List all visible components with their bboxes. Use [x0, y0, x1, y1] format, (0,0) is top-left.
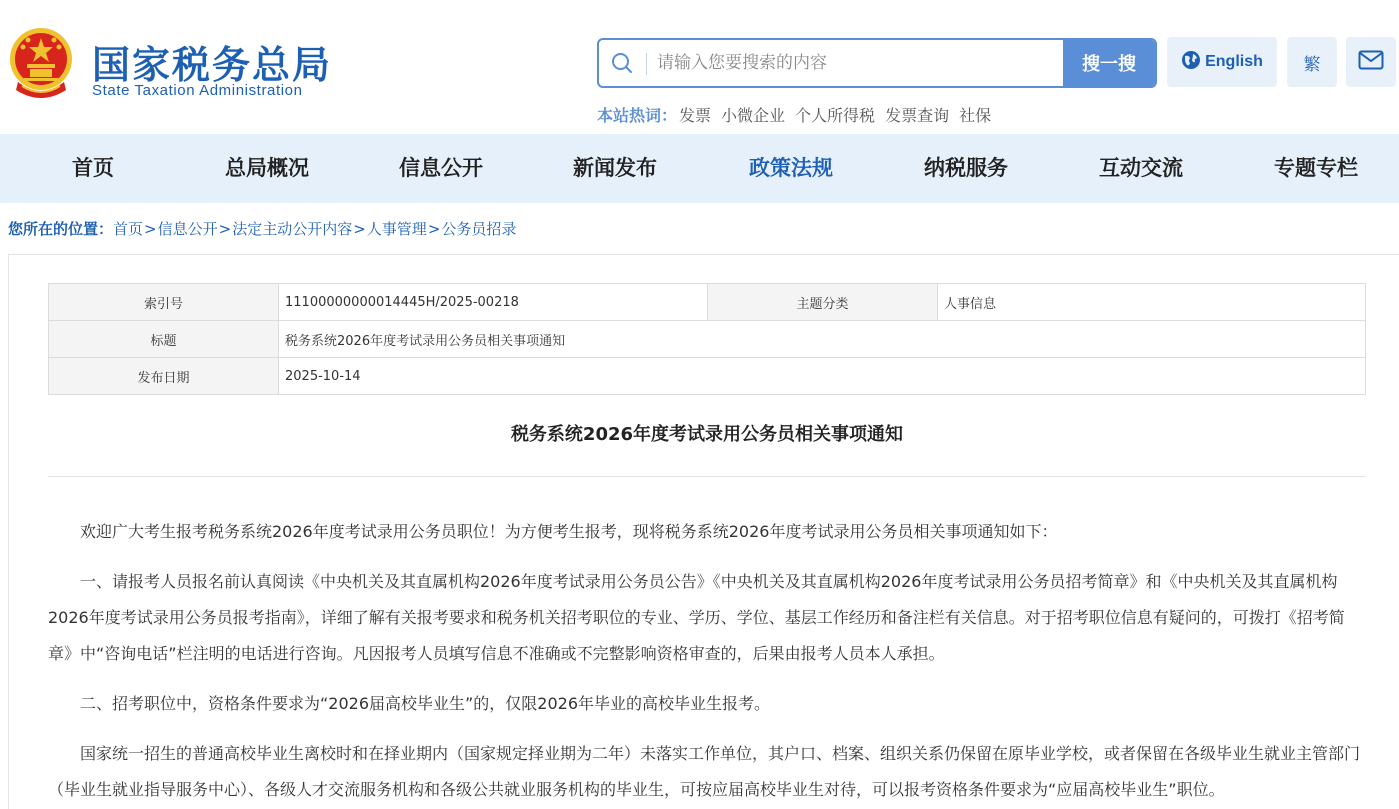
hotword-link[interactable]: 发票: [679, 106, 712, 125]
site-header: [0, 0, 1399, 134]
article-paragraph: 欢迎广大考生报考税务系统2026年度考试录用公务员职位！为方便考生报考，现将税务系统2026年度考试录用公务员相关事项通知如下：: [80, 522, 1058, 541]
article-title: 税务系统2026年度考试录用公务员相关事项通知: [510, 424, 904, 445]
mail-icon: [1358, 50, 1384, 74]
meta-date-label: 发布日期: [49, 358, 279, 395]
table-row: [49, 284, 1366, 321]
hotword-link[interactable]: 小微企业: [721, 106, 786, 125]
nav-item-topics[interactable]: 专题专栏: [1274, 156, 1358, 180]
mail-button[interactable]: [1346, 37, 1396, 87]
nav-item-overview[interactable]: 总局概况: [225, 156, 309, 180]
breadcrumb-link[interactable]: 公务员招录: [441, 220, 517, 238]
search-divider: [646, 53, 647, 75]
main-nav: [0, 134, 1399, 203]
nav-item-policy[interactable]: 政策法规: [749, 156, 833, 180]
article-paragraph: 一、请报考人员报名前认真阅读《中央机关及其直属机构2026年度考试录用公务员公告》《中央机关及其直属机构2026年度考试录用公务员招考简章》和《中央机关及其直属机构2026年度考试录用公务员报考指南》，详细了解有关报考要求和税务机关招考职位的专业、学历、学位、基层工作经历和备注栏有关信息。对于招考职位信息有疑问的，可拨打《招考简章》中“咨询电话”栏注明的电话进行咨询。凡因报考人员填写信息不准确或不完整影响资格审查的，后果由报考人员本人承担。: [48, 572, 1345, 663]
traditional-chinese-button[interactable]: 繁: [1287, 37, 1337, 87]
english-label: English: [1205, 53, 1263, 70]
breadcrumb-separator: >: [427, 219, 441, 238]
article-paragraph: 二、招考职位中，资格条件要求为“2026届高校毕业生”的，仅限2026年毕业的高校毕业生报考。: [80, 694, 771, 713]
search-icon: [611, 52, 633, 74]
english-button[interactable]: [1167, 37, 1277, 87]
meta-date-value: 2025-10-14: [279, 358, 1366, 395]
title-divider: [48, 476, 1366, 477]
article-paragraph: 国家统一招生的普通高校毕业生离校时和在择业期内（国家规定择业期为二年）未落实工作单位，其户口、档案、组织关系仍保留在原毕业学校，或者保留在各级毕业生就业主管部门（毕业生就业指导服务中心）、各级人才交流服务机构和各级公共就业服务机构的毕业生，可按应届高校毕业生对待，可以报考资格条件要求为“应届高校毕业生”职位。: [48, 744, 1361, 799]
meta-index-label: 索引号: [49, 284, 279, 321]
hotword-link[interactable]: 社保: [959, 106, 992, 125]
search-button[interactable]: 搜一搜: [1063, 40, 1155, 86]
site-subtitle: State Taxation Administration: [92, 82, 303, 99]
hotword-link[interactable]: 个人所得税: [795, 106, 876, 125]
breadcrumb-separator: >: [353, 219, 366, 238]
hotword-link[interactable]: 发票查询: [885, 106, 950, 125]
national-emblem-icon[interactable]: [8, 26, 74, 98]
nav-item-interaction[interactable]: 互动交流: [1099, 156, 1183, 180]
search-box: [597, 38, 1157, 88]
search-input[interactable]: [657, 40, 1062, 86]
breadcrumb-link[interactable]: 信息公开: [157, 220, 218, 238]
globe-icon: [1181, 50, 1201, 75]
nav-item-service[interactable]: 纳税服务: [924, 156, 1008, 180]
breadcrumb-separator: >: [218, 219, 232, 238]
meta-category-value: 人事信息: [938, 284, 1366, 321]
meta-index-value: 11100000000014445H/2025-00218: [279, 284, 708, 321]
hotwords: [597, 103, 1001, 126]
breadcrumb-separator: >: [144, 219, 157, 238]
meta-category-label: 主题分类: [708, 284, 938, 321]
breadcrumb-link[interactable]: 人事管理: [366, 220, 427, 238]
site-title[interactable]: 国家税务总局: [92, 43, 333, 87]
nav-item-news[interactable]: 新闻发布: [573, 156, 657, 180]
nav-item-home[interactable]: 首页: [72, 156, 114, 180]
hotwords-label: 本站热词：: [597, 106, 678, 125]
breadcrumb-link[interactable]: 法定主动公开内容: [232, 220, 353, 238]
meta-title-value: 税务系统2026年度考试录用公务员相关事项通知: [279, 321, 1366, 358]
breadcrumb: [8, 218, 516, 239]
breadcrumb-link[interactable]: 首页: [113, 220, 144, 238]
nav-item-disclosure[interactable]: 信息公开: [399, 156, 483, 180]
article-meta-table: [48, 283, 1366, 395]
table-row: [49, 358, 1366, 395]
table-row: [49, 321, 1366, 358]
breadcrumb-label: 您所在的位置：: [8, 220, 114, 238]
meta-title-label: 标题: [49, 321, 279, 358]
